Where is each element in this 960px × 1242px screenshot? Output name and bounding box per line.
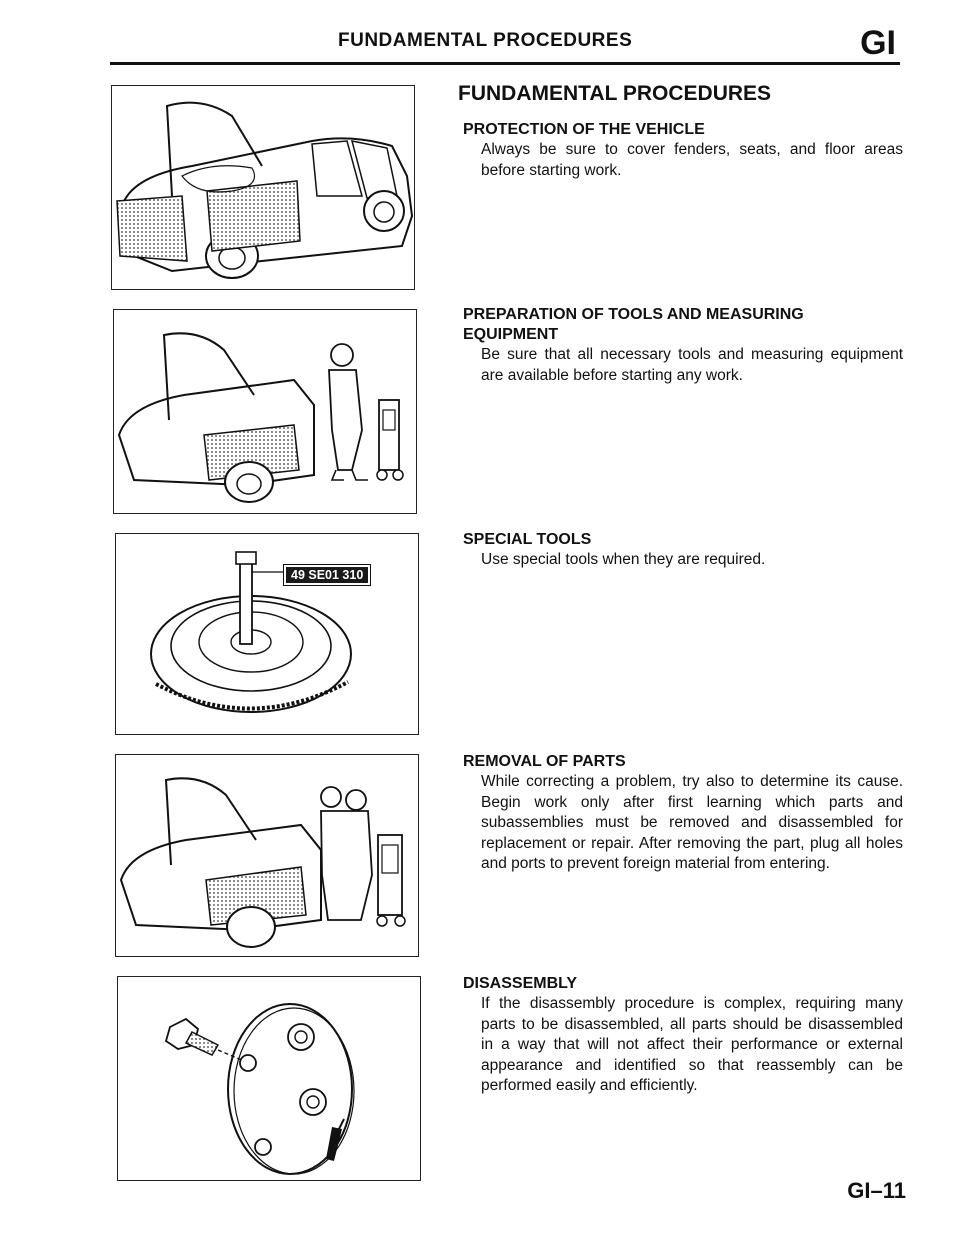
section-protection xyxy=(463,120,903,181)
figure-special-tool xyxy=(115,533,419,735)
section-heading: PREPARATION OF TOOLS AND MEASURING EQUIPMENT xyxy=(463,306,804,343)
header-rule xyxy=(110,62,900,65)
page-header xyxy=(110,24,900,70)
header-title: FUNDAMENTAL PROCEDURES xyxy=(338,30,633,51)
car-fender-cover-illustration xyxy=(112,86,414,289)
section-body: While correcting a problem, try also to determine its cause. Begin work only after first learning which parts and subassemblies must be removed and disassembled for replacement or repair. After removing the part, plug all holes and ports to prevent foreign material from entering. xyxy=(481,773,903,872)
figure-tools-preparation xyxy=(113,309,417,514)
section-code: GI xyxy=(860,24,896,62)
section-special-tools xyxy=(463,530,903,571)
section-tools-preparation xyxy=(463,305,903,386)
figure-vehicle-protection xyxy=(111,85,415,290)
clutch-special-tool-illustration xyxy=(116,534,418,734)
section-heading: SPECIAL TOOLS xyxy=(463,531,592,548)
section-heading: PROTECTION OF THE VEHICLE xyxy=(463,121,705,138)
section-body: If the disassembly procedure is complex, requiring many parts to be disassembled, all parts should be disassembled in a way that will not affect their performance or external appearance and identified so that reassembly can be performed easily and efficiently. xyxy=(481,995,903,1094)
figure-removal-of-parts xyxy=(115,754,419,957)
bolt-disassembly-illustration xyxy=(118,977,420,1180)
section-body: Use special tools when they are required. xyxy=(481,551,766,568)
mechanic-tool-cart-illustration xyxy=(114,310,416,513)
page-number: GI–11 xyxy=(847,1178,906,1203)
section-heading: REMOVAL OF PARTS xyxy=(463,753,626,770)
section-heading: DISASSEMBLY xyxy=(463,975,578,992)
section-body: Be sure that all necessary tools and measuring equipment are available before starting any work. xyxy=(481,346,903,384)
section-body: Always be sure to cover fenders, seats, and floor areas before starting work. xyxy=(481,141,903,179)
page-title: FUNDAMENTAL PROCEDURES xyxy=(458,82,772,105)
section-removal-of-parts xyxy=(463,752,903,875)
special-tool-number-label: 49 SE01 310 xyxy=(284,565,370,585)
section-disassembly xyxy=(463,974,903,1097)
figure-disassembly xyxy=(117,976,421,1181)
mechanics-inspecting-car-illustration xyxy=(116,755,418,956)
